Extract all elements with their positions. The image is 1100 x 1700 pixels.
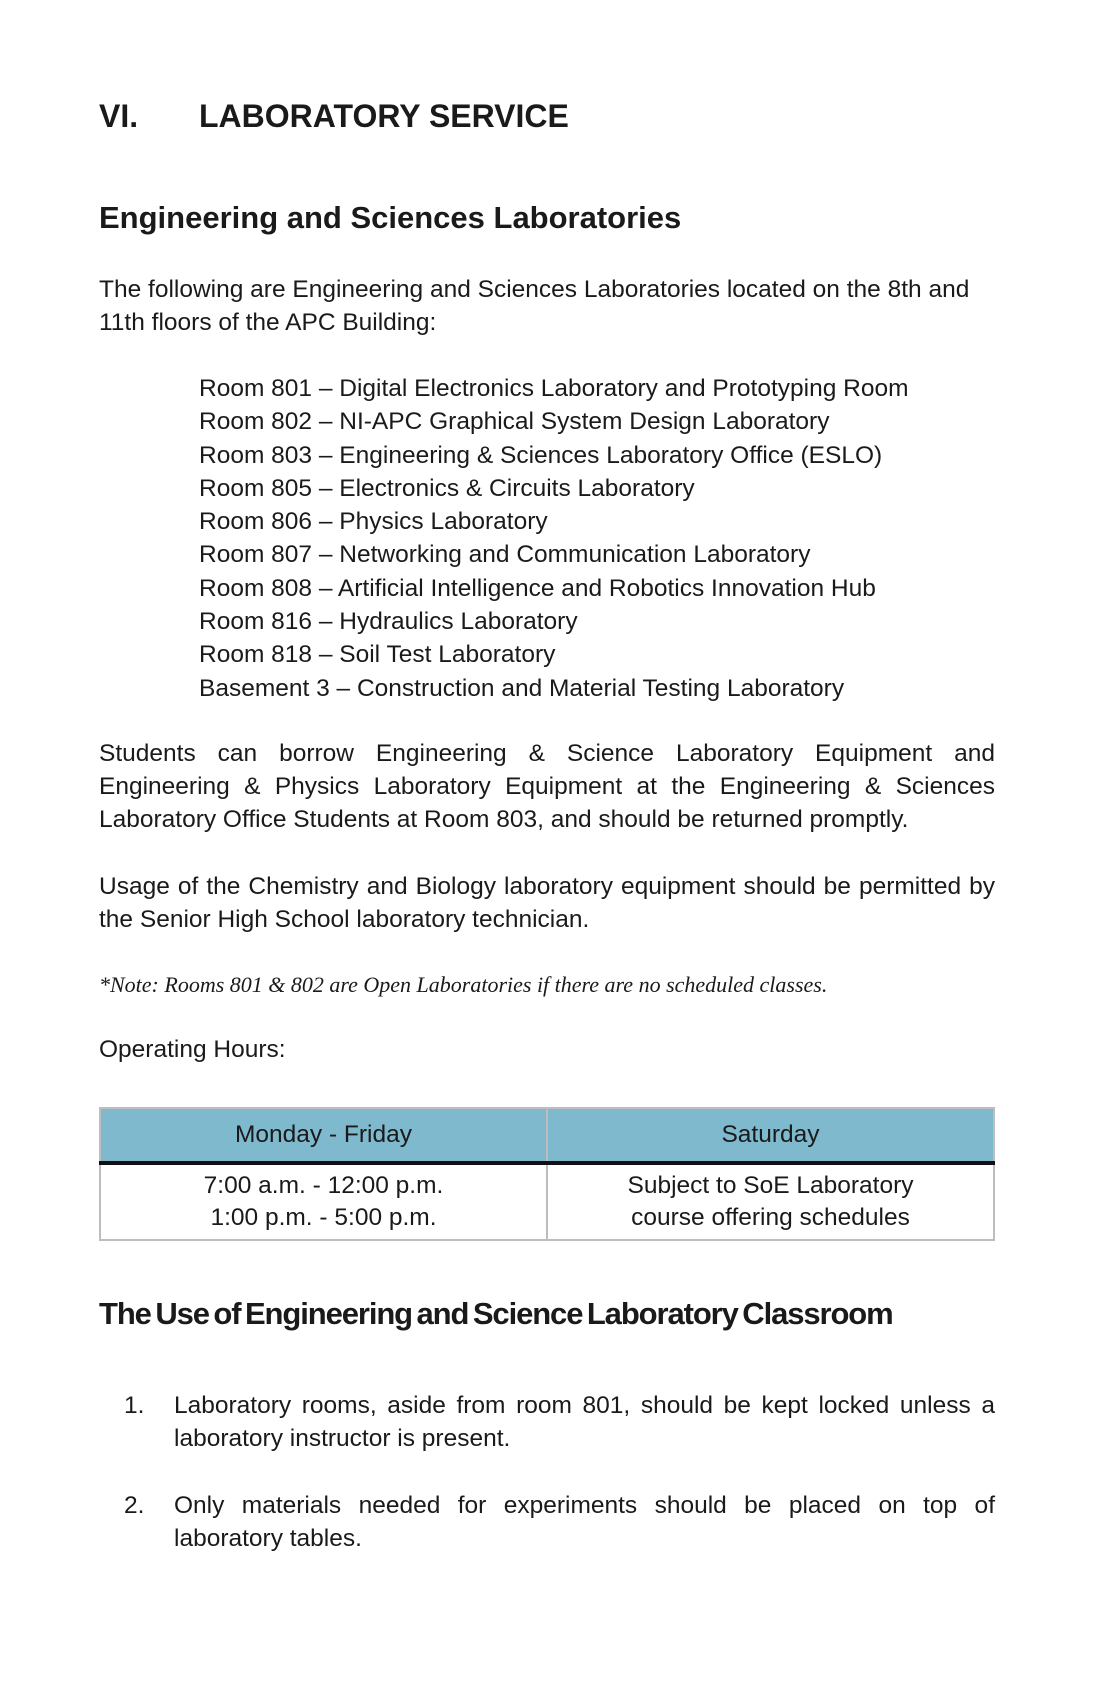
- saturday-header: Saturday: [547, 1108, 994, 1163]
- weekday-hours-cell: [100, 1163, 547, 1240]
- saturday-hours-cell: [547, 1163, 994, 1240]
- rule-item: [99, 1389, 995, 1455]
- room-item: Room 807 – Networking and Communication Laboratory: [199, 541, 811, 569]
- section-number: VI.: [99, 98, 139, 134]
- rule-number: 2.: [124, 1492, 145, 1519]
- usage-paragraph: Usage of the Chemistry and Biology laboratory equipment should be permitted by the Senior High School laboratory technician.: [99, 873, 995, 933]
- room-item: Room 818 – Soil Test Laboratory: [199, 641, 556, 669]
- saturday-hours-line: course offering schedules: [631, 1204, 910, 1231]
- section-name: LABORATORY SERVICE: [199, 98, 569, 134]
- weekday-hours-line: 7:00 a.m. - 12:00 p.m.: [203, 1172, 444, 1199]
- classroom-rules-list: [99, 1389, 995, 1589]
- room-item: Room 805 – Electronics & Circuits Laboratory: [199, 474, 695, 502]
- intro-paragraph: The following are Engineering and Sciences Laboratories located on the 8th and 11th floors of the APC Building:: [99, 276, 970, 336]
- weekday-hours-line: 1:00 p.m. - 5:00 p.m.: [210, 1204, 437, 1231]
- rule-text: Only materials needed for experiments should be placed on top of laboratory tables.: [174, 1492, 995, 1552]
- borrow-paragraph: Students can borrow Engineering & Science Laboratory Equipment and Engineering & Physics Laboratory Equipment at the Engineering & Sciences Laboratory Office Students at Room 803, and should be returned promptly.: [99, 740, 995, 833]
- section-title: [99, 98, 569, 135]
- room-list: [199, 372, 909, 705]
- room-item: Room 801 – Digital Electronics Laboratory and Prototyping Room: [199, 375, 909, 402]
- classroom-heading: The Use of Engineering and Science Laboratory Classroom: [99, 1296, 893, 1331]
- room-item: Room 806 – Physics Laboratory: [199, 508, 548, 536]
- room-item: Room 803 – Engineering & Sciences Laboratory Office (ESLO): [199, 441, 883, 469]
- rule-text: Laboratory rooms, aside from room 801, should be kept locked unless a laboratory instructor is present.: [174, 1392, 995, 1452]
- rule-item: [99, 1489, 995, 1555]
- room-item: Room 802 – NI-APC Graphical System Design Laboratory: [199, 408, 830, 436]
- room-item: Room 808 – Artificial Intelligence and Robotics Innovation Hub: [199, 574, 876, 602]
- labs-heading: Engineering and Sciences Laboratories: [99, 200, 682, 235]
- rule-number: 1.: [124, 1392, 145, 1419]
- operating-hours-label: Operating Hours:: [99, 1036, 286, 1063]
- weekday-header: Monday - Friday: [100, 1108, 547, 1163]
- room-item: Basement 3 – Construction and Material Testing Laboratory: [199, 674, 845, 702]
- saturday-hours-line: Subject to SoE Laboratory: [627, 1172, 914, 1199]
- operating-hours-table: [99, 1107, 995, 1241]
- open-lab-note: *Note: Rooms 801 & 802 are Open Laboratories if there are no scheduled classes.: [99, 972, 828, 997]
- room-item: Room 816 – Hydraulics Laboratory: [199, 608, 578, 636]
